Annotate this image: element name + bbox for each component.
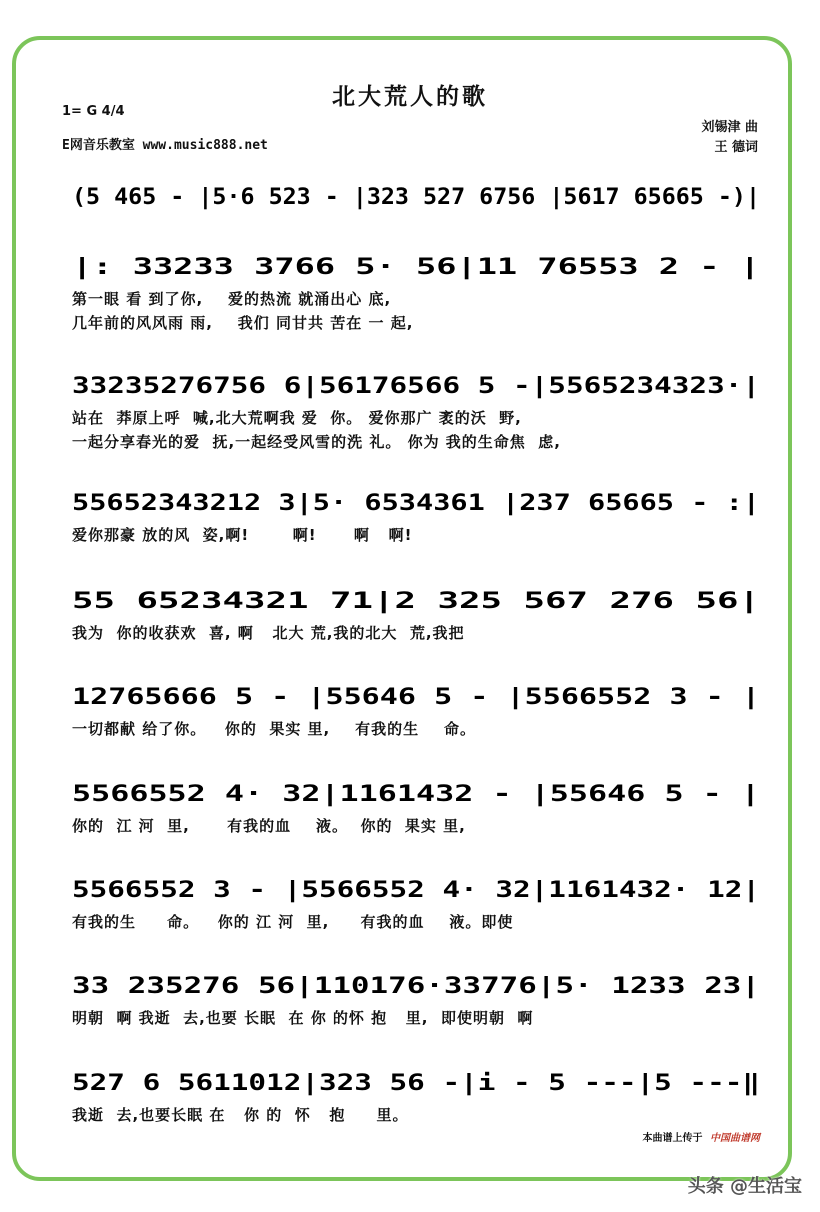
notation-text: 33 235276 56|110176·33776|5· 1233 23| [72, 974, 760, 999]
notation-text: 33235276756 6|56176566 5 -|5565234323·| [72, 374, 760, 399]
notation-text: |: 33233 3766 5· 56|11 76553 2 - | [72, 255, 760, 280]
notation-line [72, 965, 762, 1005]
composer-credit: 刘锡津 曲 [701, 120, 758, 135]
lyric-verse-2: 一起分享春光的爱 抚,一起经受风雪的洗 礼。 你为 我的生命焦 虑, [72, 433, 561, 451]
upload-note: 本曲谱上传于 [642, 1133, 703, 1144]
notation-line [72, 482, 762, 522]
notation-text: 55 65234321 71|2 325 567 276 56| [72, 589, 760, 614]
lyric-verse-1: 明朝 啊 我逝 去,也要 长眠 在 你 的怀 抱 里, 即使明朝 啊 [72, 1009, 534, 1027]
score-row-final [72, 1062, 762, 1124]
lyricist-credit: 王 德词 [714, 140, 758, 155]
score-row [72, 965, 762, 1027]
score-row [72, 676, 762, 738]
lyric-verse-1: 爱你那豪 放的风 姿,啊! 啊! 啊 啊! [72, 526, 413, 544]
lyric-verse-1: 一切都献 给了你。 你的 果实 里, 有我的生 命。 [72, 720, 477, 738]
notation-text: 527 6 5611012|323 56 -|i - 5 ---|5 ---‖ [72, 1071, 760, 1096]
score-row [72, 580, 762, 642]
score-row [72, 365, 762, 451]
notation-text: 55652343212 3|5· 6534361 |237 65665 - :| [72, 491, 760, 516]
notation-line [72, 1062, 762, 1102]
score-row-intro [72, 176, 762, 216]
score-row [72, 869, 762, 931]
lyric-verse-1: 有我的生 命。 你的 江 河 里, 有我的血 液。即使 [72, 913, 514, 931]
key-signature: 1= G 4/4 [62, 104, 125, 119]
source-line: E网音乐教室 www.music888.net [62, 138, 268, 153]
notation-line [72, 773, 762, 813]
notation-text: 5566552 4· 32|1161432 - |55646 5 - | [72, 782, 760, 807]
score-row [72, 246, 762, 332]
notation-line [72, 580, 762, 620]
notation-line [72, 869, 762, 909]
notation-line [72, 365, 762, 405]
watermark: 头条 @生活宝 [687, 1176, 802, 1197]
notation-text: 5566552 3 - |5566552 4· 32|1161432· 12| [72, 878, 760, 903]
lyric-verse-1: 我为 你的收获欢 喜, 啊 北大 荒,我的北大 荒,我把 [72, 624, 465, 642]
lyric-verse-1: 站在 莽原上呼 喊,北大荒啊我 爱 你。 爱你那广 袤的沃 野, [72, 409, 522, 427]
lyric-verse-1: 你的 江 河 里, 有我的血 液。 你的 果实 里, [72, 817, 466, 835]
song-title: 北大荒人的歌 [332, 83, 488, 110]
notation-text: (5 465 - |5·6 523 - |323 527 6756 |5617 65665 -)| [72, 185, 760, 210]
notation-line [72, 246, 762, 286]
notation-line [72, 176, 762, 216]
lyric-verse-1: 我逝 去,也要长眠 在 你 的 怀 抱 里。 [72, 1106, 409, 1124]
site-logo: 中国曲谱网 [710, 1133, 760, 1144]
score-row [72, 482, 762, 544]
score-row [72, 773, 762, 835]
upload-credit [643, 1129, 760, 1144]
notation-text: 12765666 5 - |55646 5 - |5566552 3 - | [72, 685, 760, 710]
lyric-verse-2: 几年前的风风雨 雨, 我们 同甘共 苦在 一 起, [72, 314, 414, 332]
notation-line [72, 676, 762, 716]
lyric-verse-1: 第一眼 看 到了你, 爱的热流 就涌出心 底, [72, 290, 392, 308]
